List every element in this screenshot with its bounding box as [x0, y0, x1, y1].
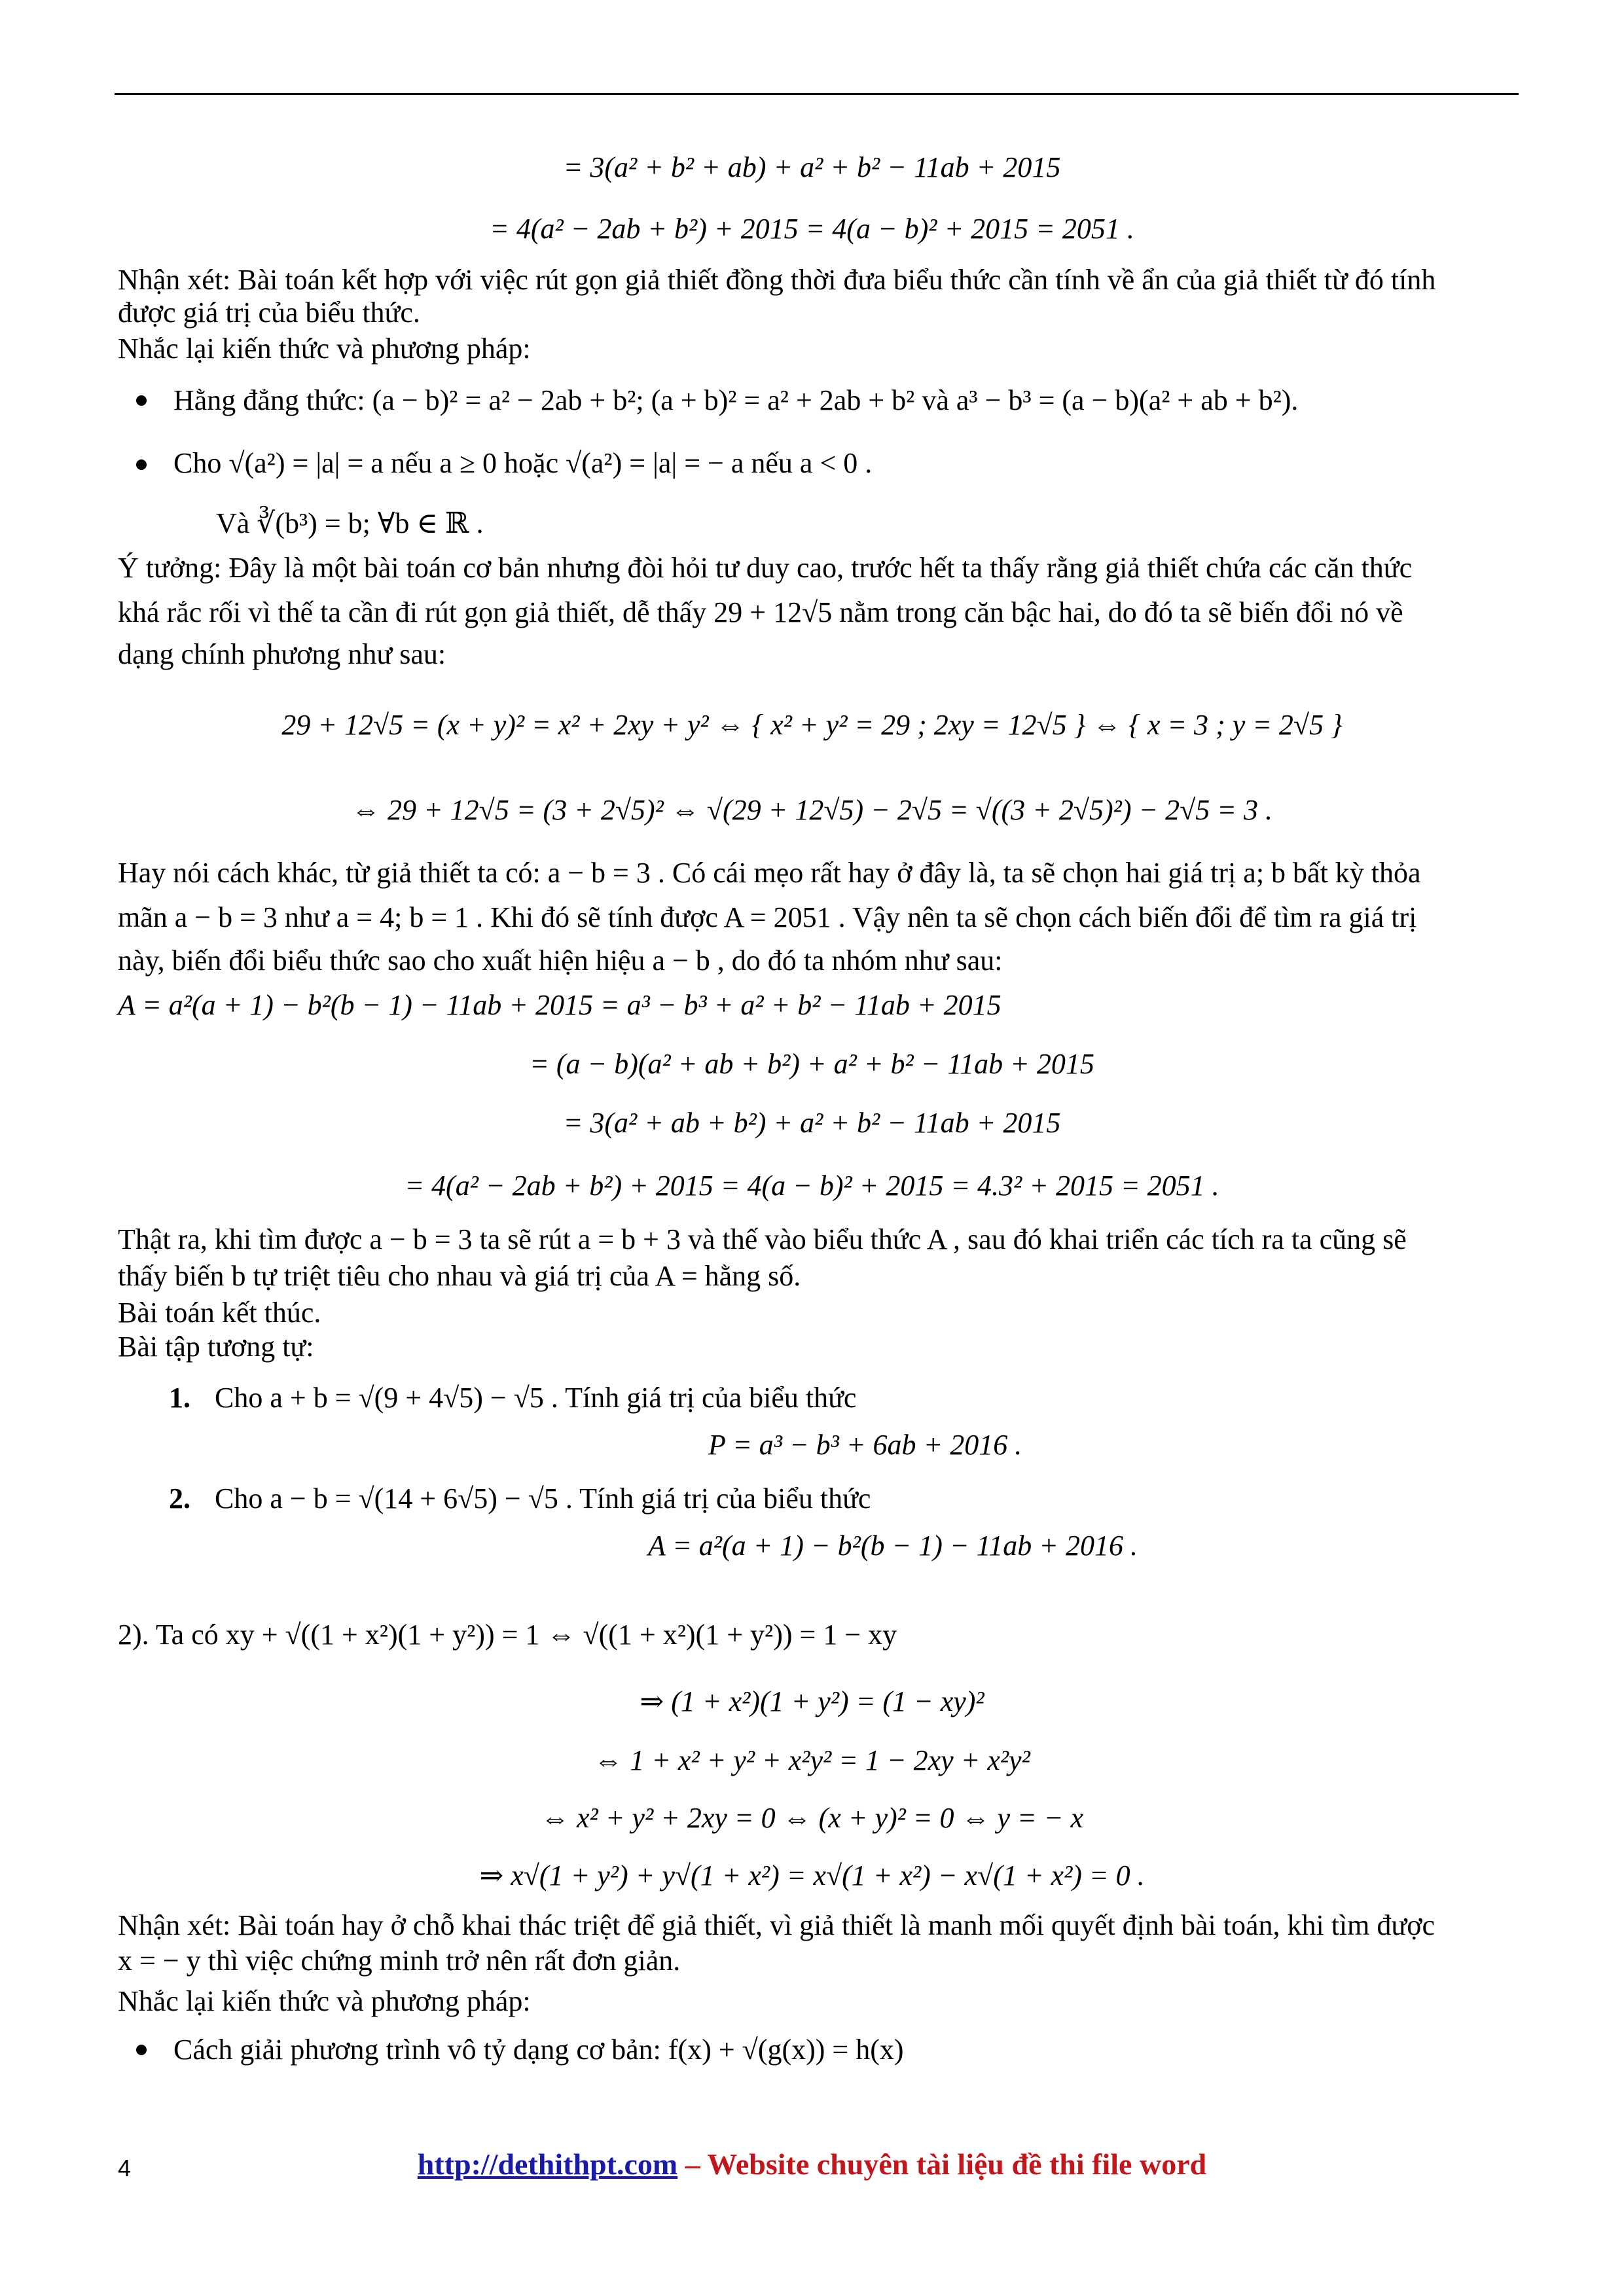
remark-text: Nhận xét: Bài toán hay ở chỗ khai thác triệt để giả thiết, vì giả thiết là manh mối quyết định bài toán, khi tìm được [118, 1909, 1435, 1941]
equation-line: = 4(a² − 2ab + b²) + 2015 = 4(a − b)² + 2015 = 4.3² + 2015 = 2051 . [405, 1170, 1219, 1202]
equation-line: ⇒ x√(1 + y²) + y√(1 + x²) = x√(1 + x²) − x√(1 + x²) = 0 . [479, 1859, 1145, 1892]
paragraph-text: này, biến đổi biểu thức sao cho xuất hiện hiệu a − b , do đó ta nhóm như sau: [118, 944, 1003, 977]
equation-line: A = a²(a + 1) − b²(b − 1) − 11ab + 2015 = a³ − b³ + a² + b² − 11ab + 2015 [118, 989, 1001, 1021]
section-heading: Nhắc lại kiến thức và phương pháp: [118, 1985, 531, 2017]
paragraph-text: Hay nói cách khác, từ giả thiết ta có: a − b = 3 . Có cái mẹo rất hay ở đây là, ta sẽ chọn hai giá trị a; b bất kỳ thỏa [118, 857, 1421, 889]
footer-link[interactable]: http://dethithpt.com [417, 2147, 678, 2181]
bullet-icon [136, 2045, 147, 2055]
page-number: 4 [118, 2155, 132, 2181]
remark-text: được giá trị của biểu thức. [118, 296, 420, 329]
footer-tagline: – Website chuyên tài liệu đề thi file word [677, 2147, 1207, 2181]
paragraph-text: thấy biến b tự triệt tiêu cho nhau và giá trị của A = hằng số. [118, 1260, 801, 1292]
paragraph-text: Bài toán kết thúc. [118, 1297, 321, 1329]
idea-text: Ý tưởng: Đây là một bài toán cơ bản nhưng đòi hỏi tư duy cao, trước hết ta thấy rằng giả thiết chứa các căn thức [118, 552, 1413, 584]
solution-line: 2). Ta có xy + √((1 + x²)(1 + y²)) = 1 ⇔ √((1 + x²)(1 + y²)) = 1 − xy [118, 1619, 897, 1651]
idea-text: khá rắc rối vì thế ta cần đi rút gọn giả thiết, dễ thấy 29 + 12√5 nằm trong căn bậc hai, do đó ta sẽ biến đổi nó về [118, 596, 1403, 628]
exercise-equation: A = a²(a + 1) − b²(b − 1) − 11ab + 2016 . [648, 1530, 1138, 1562]
list-number: 1. [169, 1382, 190, 1414]
section-heading: Bài tập tương tự: [118, 1331, 314, 1363]
list-number: 2. [169, 1482, 190, 1515]
footer [0, 2147, 1624, 2181]
section-heading: Nhắc lại kiến thức và phương pháp: [118, 332, 531, 365]
equation-line: ⇔ x² + y² + 2xy = 0 ⇔ (x + y)² = 0 ⇔ y = − x [541, 1802, 1083, 1834]
equation-line: = 3(a² + ab + b²) + a² + b² − 11ab + 2015 [563, 1107, 1061, 1139]
bullet-text: Cách giải phương trình vô tỷ dạng cơ bản: f(x) + √(g(x)) = h(x) [173, 2034, 904, 2066]
paragraph-text: Thật ra, khi tìm được a − b = 3 ta sẽ rút a = b + 3 và thế vào biểu thức A , sau đó khai triển các tích ra ta cũng sẽ [118, 1223, 1407, 1255]
equation-line: 29 + 12√5 = (x + y)² = x² + 2xy + y² ⇔ { x² + y² = 29 ; 2xy = 12√5 } ⇔ { x = 3 ; y = 2√5 } [281, 709, 1343, 741]
equation-line: = 4(a² − 2ab + b²) + 2015 = 4(a − b)² + 2015 = 2051 . [490, 213, 1134, 245]
bullet-icon [136, 459, 147, 470]
bullet-text: Cho √(a²) = |a| = a nếu a ≥ 0 hoặc √(a²) = |a| = − a nếu a < 0 . [173, 447, 873, 479]
idea-text: dạng chính phương như sau: [118, 638, 446, 670]
equation-line: = (a − b)(a² + ab + b²) + a² + b² − 11ab + 2015 [530, 1048, 1094, 1080]
exercise-text: Cho a + b = √(9 + 4√5) − √5 . Tính giá trị của biểu thức [215, 1382, 857, 1414]
exercise-equation: P = a³ − b³ + 6ab + 2016 . [708, 1429, 1022, 1461]
bullet-text: Hằng đẳng thức: (a − b)² = a² − 2ab + b²; (a + b)² = a² + 2ab + b² và a³ − b³ = (a − b)(a² + ab + b²). [173, 384, 1299, 416]
bullet-text: Và ∛(b³) = b; ∀b ∈ ℝ . [216, 507, 484, 539]
remark-text: x = − y thì việc chứng minh trở nên rất đơn giản. [118, 1945, 681, 1977]
equation-line: = 3(a² + b² + ab) + a² + b² − 11ab + 2015 [563, 151, 1061, 183]
bullet-icon [136, 395, 147, 406]
equation-line: ⇔ 29 + 12√5 = (3 + 2√5)² ⇔ √(29 + 12√5) − 2√5 = √((3 + 2√5)²) − 2√5 = 3 . [351, 794, 1272, 826]
paragraph-text: mãn a − b = 3 như a = 4; b = 1 . Khi đó sẽ tính được A = 2051 . Vậy nên ta sẽ chọn cách biến đổi để tìm ra giá trị [118, 901, 1417, 933]
equation-line: ⇔ 1 + x² + y² + x²y² = 1 − 2xy + x²y² [594, 1744, 1030, 1776]
equation-line: ⇒ (1 + x²)(1 + y²) = (1 − xy)² [640, 1685, 984, 1717]
exercise-text: Cho a − b = √(14 + 6√5) − √5 . Tính giá trị của biểu thức [215, 1482, 871, 1515]
remark-text: Nhận xét: Bài toán kết hợp với việc rút gọn giả thiết đồng thời đưa biểu thức cần tính về ẩn của giả thiết từ đó tính [118, 264, 1436, 296]
header-rule [115, 93, 1519, 95]
